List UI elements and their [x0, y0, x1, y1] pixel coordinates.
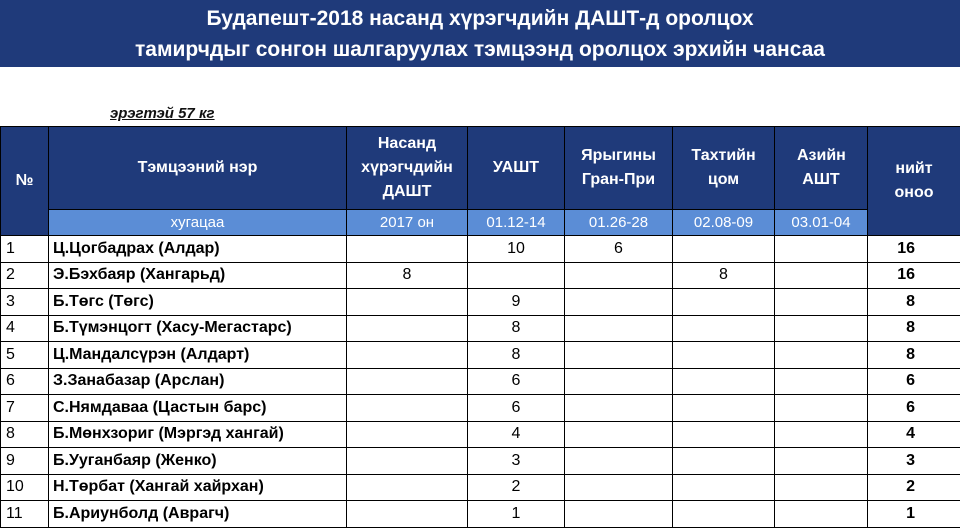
total-score: 6: [868, 395, 960, 422]
total-score: 3: [868, 448, 960, 475]
period-c2: 01.12-14: [468, 210, 565, 236]
rank-number: 2: [1, 262, 49, 289]
score-c5: [775, 448, 868, 475]
total-score: 8: [868, 289, 960, 316]
score-c1: [347, 474, 468, 501]
total-score: 8: [868, 315, 960, 342]
score-c2: 10: [468, 236, 565, 263]
athlete-name: Н.Төрбат (Хангай хайрхан): [49, 474, 347, 501]
score-c2: 1: [468, 501, 565, 528]
score-c5: [775, 342, 868, 369]
athlete-name: Ц.Мандалсүрэн (Алдарт): [49, 342, 347, 369]
score-c3: [565, 421, 673, 448]
table-row: [1, 421, 960, 448]
table-row: [1, 236, 960, 263]
header-total: [868, 127, 960, 236]
score-c1: [347, 342, 468, 369]
table-row: [1, 368, 960, 395]
score-c3: [565, 289, 673, 316]
rank-number: 6: [1, 368, 49, 395]
total-score: 8: [868, 342, 960, 369]
header-c5: [775, 127, 868, 210]
athlete-name: Э.Бэхбаяр (Хангарьд): [49, 262, 347, 289]
table-row: [1, 474, 960, 501]
score-c4: [673, 501, 775, 528]
table-row: [1, 315, 960, 342]
score-c2: 4: [468, 421, 565, 448]
rank-number: 5: [1, 342, 49, 369]
score-c4: [673, 395, 775, 422]
score-c2: [468, 262, 565, 289]
score-c4: [673, 448, 775, 475]
total-score: 6: [868, 368, 960, 395]
score-c3: [565, 368, 673, 395]
header-c5-label: Азийн АШТ: [797, 147, 846, 188]
score-c5: [775, 368, 868, 395]
weight-category: эрэгтэй 57 кг: [110, 105, 215, 122]
ranking-table: [0, 126, 960, 528]
score-c5: [775, 236, 868, 263]
period-label: хугацаа: [49, 210, 347, 236]
header-total-label: нийт оноо: [894, 160, 934, 201]
score-c5: [775, 262, 868, 289]
score-c3: [565, 501, 673, 528]
table-row: [1, 448, 960, 475]
score-c2: 8: [468, 315, 565, 342]
table-row: [1, 501, 960, 528]
score-c1: [347, 236, 468, 263]
athlete-name: Б.Ууганбаяр (Женко): [49, 448, 347, 475]
score-c3: [565, 474, 673, 501]
score-c4: [673, 368, 775, 395]
score-c4: [673, 289, 775, 316]
score-c1: [347, 501, 468, 528]
score-c3: [565, 262, 673, 289]
score-c4: [673, 236, 775, 263]
athlete-name: Б.Төгс (Төгс): [49, 289, 347, 316]
score-c1: [347, 315, 468, 342]
score-c3: 6: [565, 236, 673, 263]
score-c4: [673, 315, 775, 342]
athlete-name: Б.Ариунболд (Аврагч): [49, 501, 347, 528]
score-c4: 8: [673, 262, 775, 289]
total-score: 16: [868, 262, 960, 289]
score-c2: 2: [468, 474, 565, 501]
header-no: №: [1, 127, 49, 236]
header-c3: [565, 127, 673, 210]
score-c2: 8: [468, 342, 565, 369]
header-c4-label: Тахтийн цом: [691, 147, 756, 188]
total-score: 16: [868, 236, 960, 263]
score-c1: [347, 421, 468, 448]
header-name-label: Тэмцээний нэр: [137, 159, 258, 176]
score-c1: [347, 289, 468, 316]
score-c1: [347, 368, 468, 395]
table-row: [1, 262, 960, 289]
title-banner: [0, 0, 960, 67]
period-c4: 02.08-09: [673, 210, 775, 236]
score-c3: [565, 315, 673, 342]
score-c4: [673, 421, 775, 448]
total-score: 2: [868, 474, 960, 501]
score-c1: 8: [347, 262, 468, 289]
score-c2: 3: [468, 448, 565, 475]
athlete-name: С.Нямдаваа (Цастын барс): [49, 395, 347, 422]
score-c5: [775, 315, 868, 342]
score-c5: [775, 421, 868, 448]
score-c1: [347, 448, 468, 475]
header-name: [49, 127, 347, 210]
score-c4: [673, 342, 775, 369]
rank-number: 8: [1, 421, 49, 448]
title-line-1: Будапешт-2018 насанд хүрэгчдийн ДАШТ-д оролцох: [206, 7, 754, 30]
rank-number: 10: [1, 474, 49, 501]
athlete-name: Ц.Цогбадрах (Алдар): [49, 236, 347, 263]
score-c3: [565, 395, 673, 422]
score-c3: [565, 448, 673, 475]
header-c1-label: Насанд хүрэгчдийн ДАШТ: [361, 135, 453, 200]
table-row: [1, 289, 960, 316]
score-c2: 6: [468, 368, 565, 395]
table-row: [1, 342, 960, 369]
title-line-2: тамирчдыг сонгон шалгаруулах тэмцээнд оролцох эрхийн чансаа: [134, 38, 825, 61]
score-c5: [775, 395, 868, 422]
score-c2: 6: [468, 395, 565, 422]
header-c1: [347, 127, 468, 210]
header-c2: УАШТ: [468, 127, 565, 210]
period-c5: 03.01-04: [775, 210, 868, 236]
rank-number: 9: [1, 448, 49, 475]
period-c1: 2017 он: [347, 210, 468, 236]
score-c2: 9: [468, 289, 565, 316]
score-c5: [775, 289, 868, 316]
score-c4: [673, 474, 775, 501]
rank-number: 4: [1, 315, 49, 342]
athlete-name: З.Занабазар (Арслан): [49, 368, 347, 395]
header-c3-label: Ярыгины Гран-При: [581, 147, 656, 188]
athlete-name: Б.Түмэнцогт (Хасу-Мегастарс): [49, 315, 347, 342]
score-c3: [565, 342, 673, 369]
table-row: [1, 395, 960, 422]
rank-number: 11: [1, 501, 49, 528]
total-score: 1: [868, 501, 960, 528]
rank-number: 1: [1, 236, 49, 263]
total-score: 4: [868, 421, 960, 448]
score-c5: [775, 501, 868, 528]
period-c3: 01.26-28: [565, 210, 673, 236]
athlete-name: Б.Мөнхзориг (Мэргэд хангай): [49, 421, 347, 448]
score-c1: [347, 395, 468, 422]
score-c5: [775, 474, 868, 501]
rank-number: 3: [1, 289, 49, 316]
header-c4: [673, 127, 775, 210]
rank-number: 7: [1, 395, 49, 422]
